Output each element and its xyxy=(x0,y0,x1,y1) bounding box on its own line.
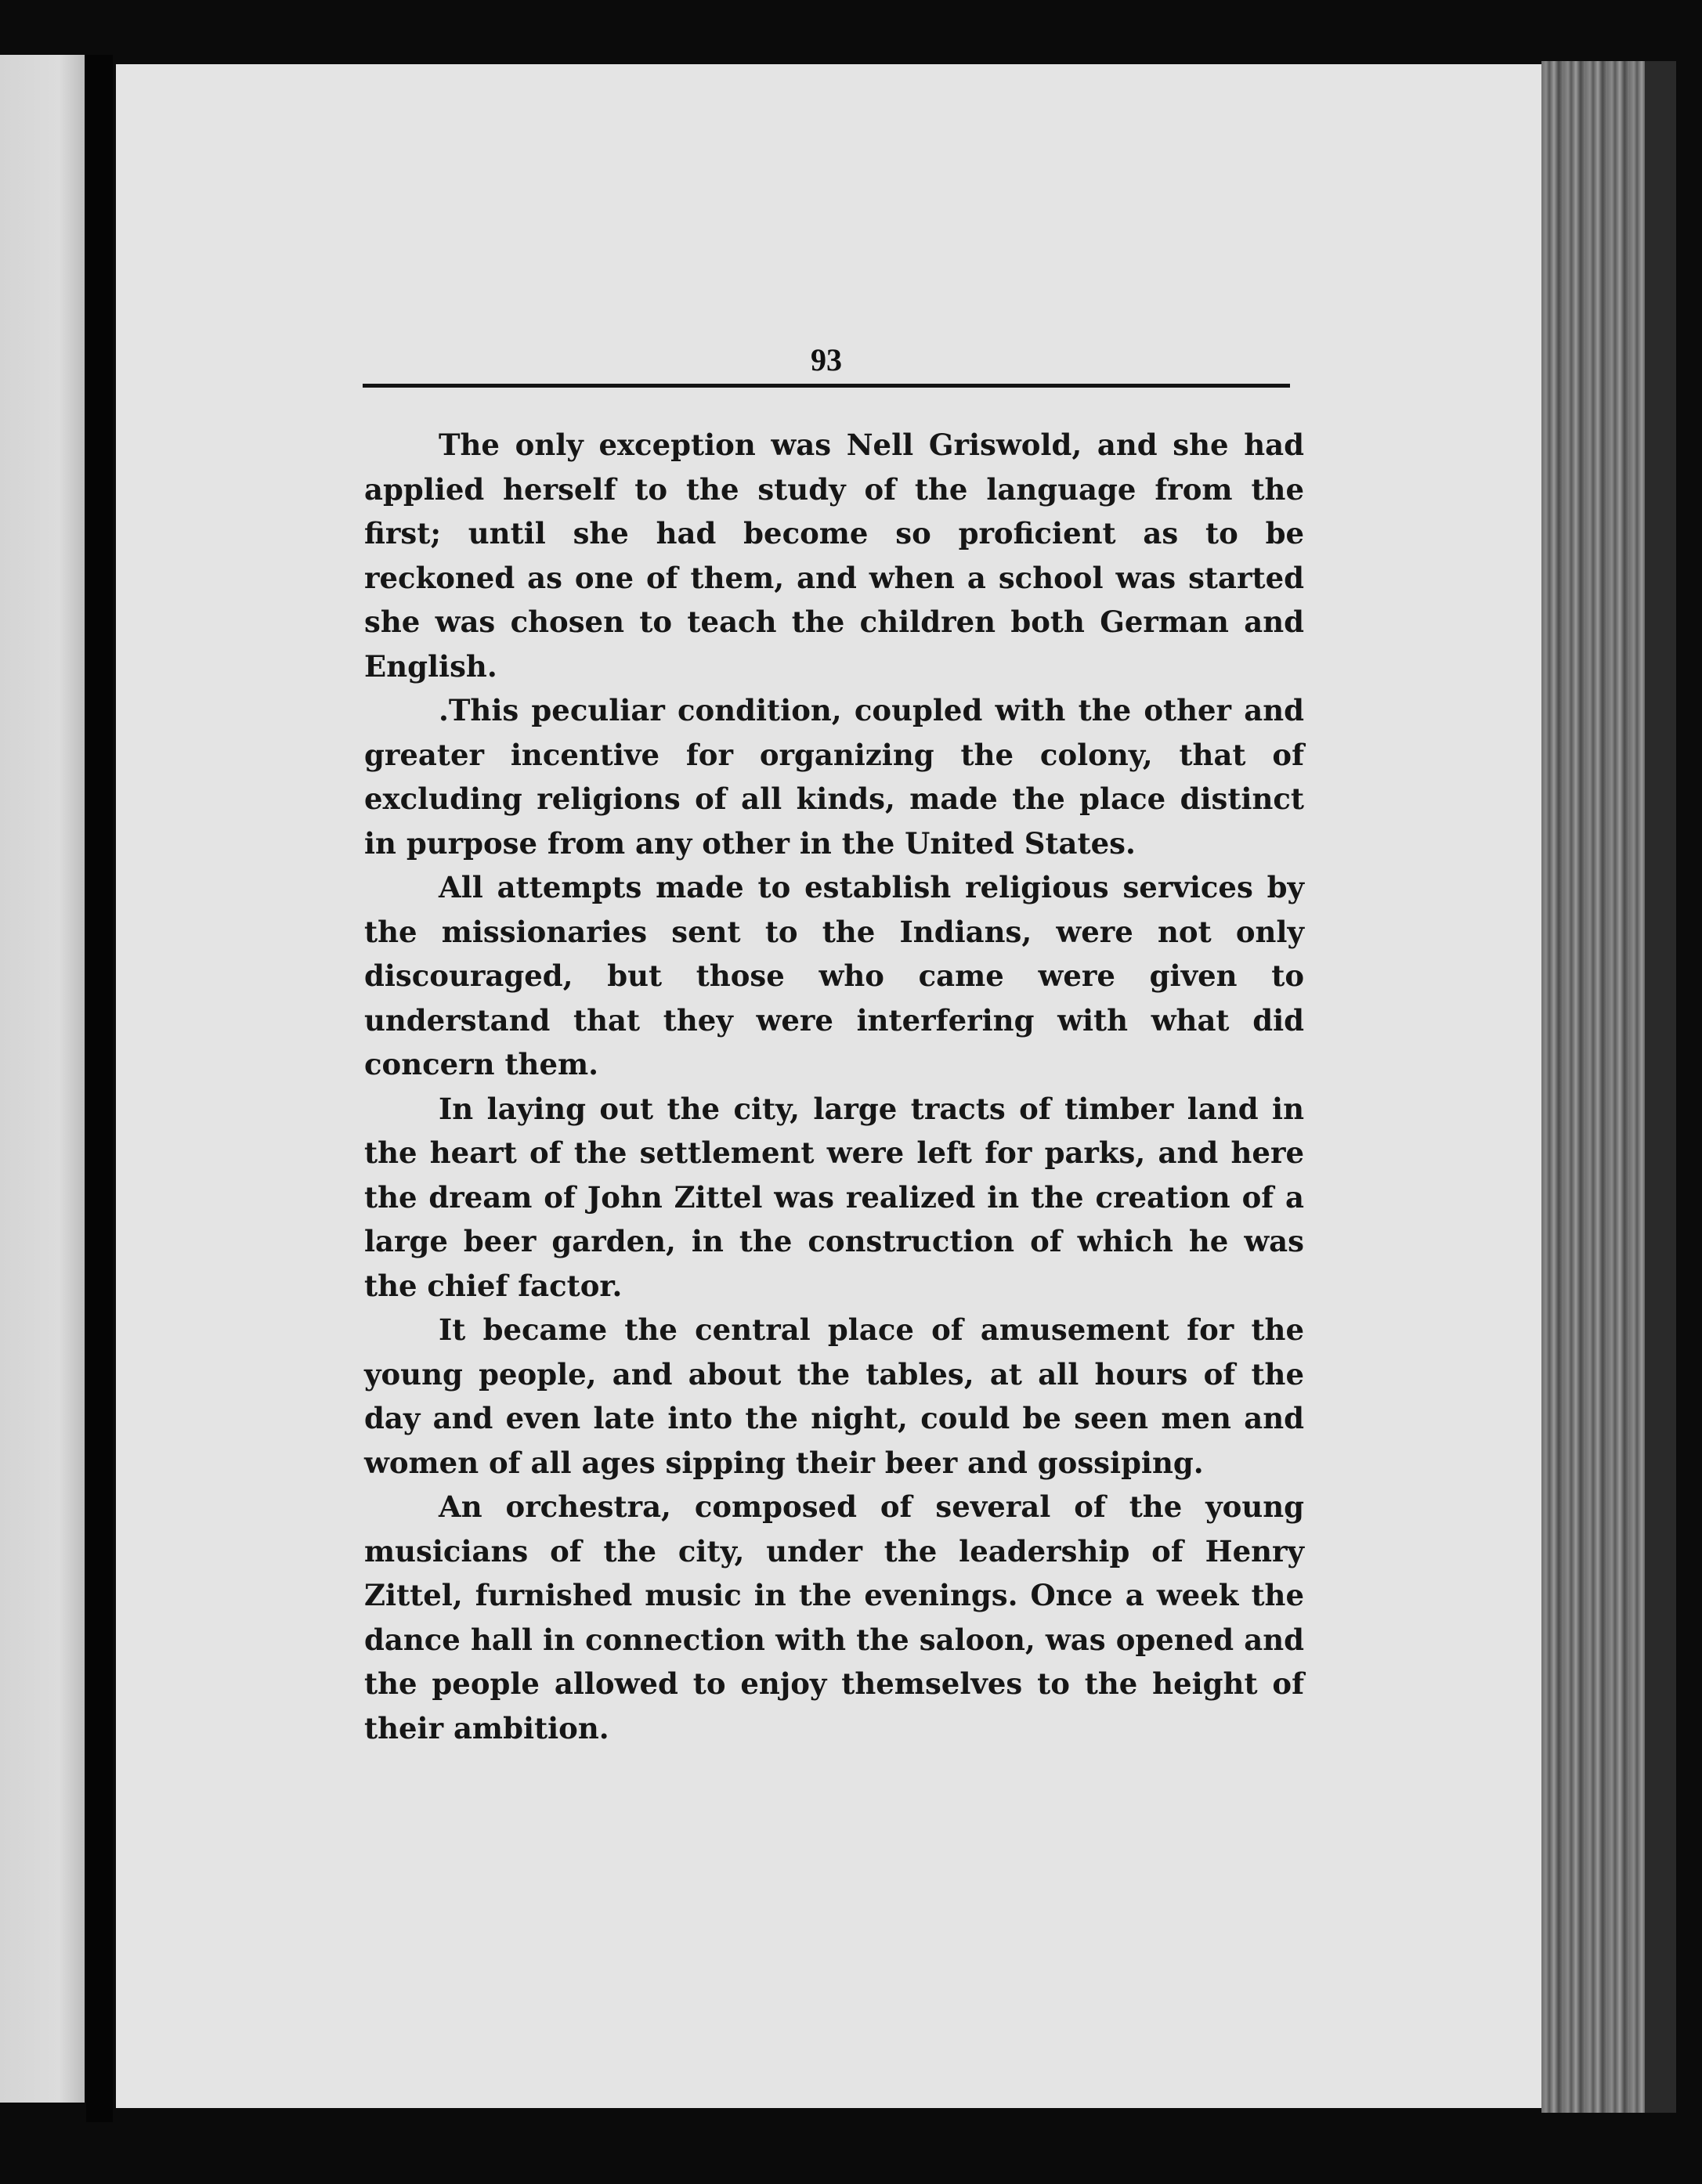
paragraph: The only exception was Nell Griswold, and she had applied herself to the study of the language from the first; until she had become so proficient as to be reckoned as one of them, and when a school was started she was chosen to teach the children both German and English. xyxy=(364,428,1304,684)
facing-page-margin xyxy=(0,55,85,2103)
paragraph: An orchestra, composed of several of the young musicians of the city, under the leadership of Henry Zittel, furnished music in the evenings. Once a week the dance hall in connection with the saloon, was opened and the people allowed to enjoy themselves to the height of their ambition. xyxy=(364,1489,1304,1745)
paragraph: .This peculiar condition, coupled with the other and greater incentive for organizing the colony, that of excluding religions of all kinds, made the place distinct in purpose from any other in the United States. xyxy=(364,693,1304,861)
page-number: 93 xyxy=(811,342,842,377)
header-rule xyxy=(363,384,1290,388)
paragraph: It became the central place of amusement for the young people, and about the tables, at all hours of the day and even late into the night, could be seen men and women of all ages sipping their beer and gossiping. xyxy=(364,1312,1304,1480)
paragraph: All attempts made to establish religious services by the missionaries sent to the Indians, were not only discouraged, but those who came were given to understand that they were interfering with what did concern them. xyxy=(364,870,1304,1081)
paragraph: In laying out the city, large tracts of timber land in the heart of the settlement were left for parks, and here the dream of John Zittel was realized in the creation of a large beer garden, in the construction of which he was the chief factor. xyxy=(364,1091,1304,1303)
book-gutter xyxy=(86,55,113,2122)
page-body xyxy=(364,423,1304,1750)
binding-shadow xyxy=(1645,61,1676,2113)
page-header xyxy=(363,341,1290,388)
